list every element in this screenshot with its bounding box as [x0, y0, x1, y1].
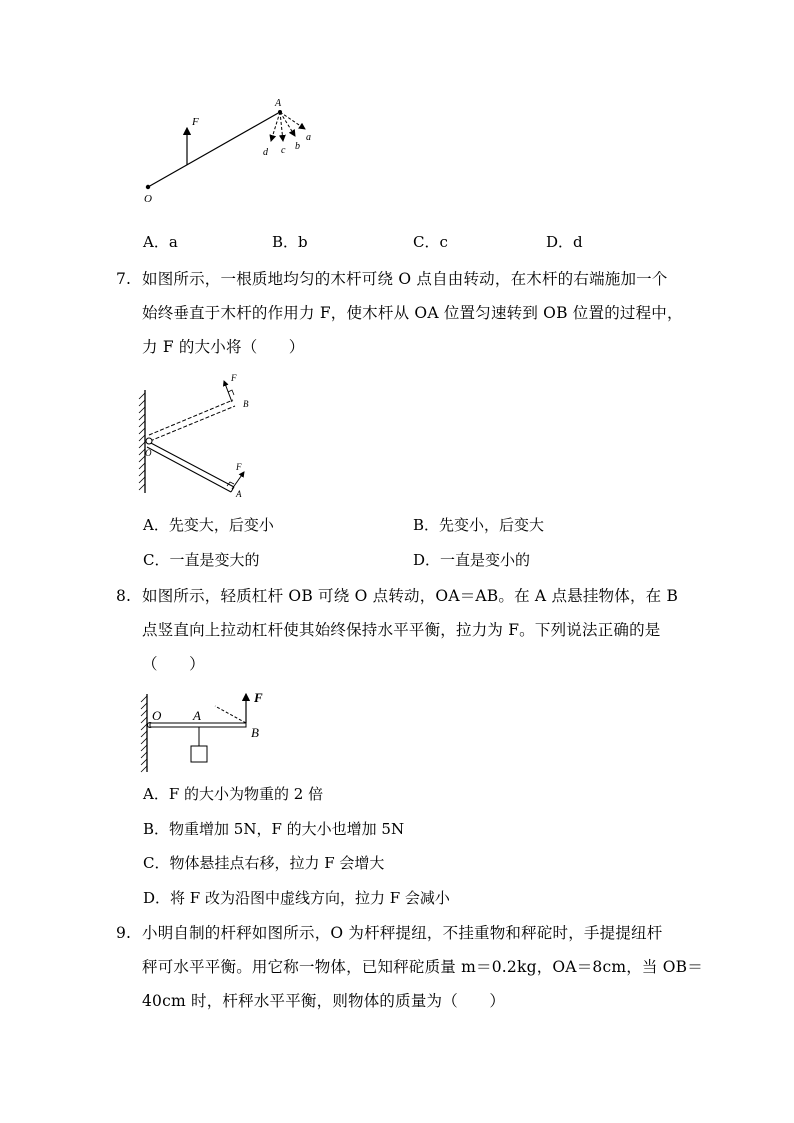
q7-option-d[interactable]: D．一直是变小的: [413, 551, 531, 569]
q8-hanging-weight: [191, 746, 207, 762]
q6-option-b[interactable]: B．b: [272, 233, 308, 251]
q6-label-f: F: [192, 116, 199, 128]
q6-pivot-o: [146, 185, 150, 189]
q6-lever-rod: [148, 112, 280, 187]
q6-arrow-a: [280, 112, 305, 129]
q8-label-b: B: [251, 725, 259, 740]
q9-line-1: 小明自制的杆秤如图所示，O 为杆秤提纽，不挂重物和秤砣时，手提提纽杆: [142, 924, 663, 942]
q7-force-f-bottom: [232, 472, 244, 489]
q7-figure: [130, 368, 260, 503]
q7-line-2: 始终垂直于木杆的作用力 F，使木杆从 OA 位置匀速转到 OB 位置的过程中，: [142, 304, 683, 322]
q8-line-3: （ ）: [142, 655, 205, 673]
q7-line-1: 如图所示，一根质地均匀的木杆可绕 O 点自由转动，在木杆的右端施加一个: [142, 270, 668, 288]
q6-label-d: d: [263, 147, 268, 158]
q7-rod-oa: [147, 442, 234, 492]
q8-number: 8.: [116, 587, 132, 605]
q6-figure: [135, 95, 335, 210]
q9-number: 9.: [116, 924, 132, 942]
q8-wall-hatch: [141, 696, 147, 772]
q7-label-o: O: [145, 448, 152, 458]
q8-option-b[interactable]: B．物重增加 5N，F 的大小也增加 5N: [143, 820, 405, 838]
q7-rod-ob-dashed: [149, 400, 235, 441]
q6-label-c: c: [281, 145, 286, 156]
q6-option-c[interactable]: C．c: [413, 233, 448, 251]
q6-option-a[interactable]: A．a: [143, 233, 178, 251]
q8-label-o: O: [152, 708, 162, 723]
q8-line-2: 点竖直向上拉动杠杆使其始终保持水平平衡，拉力为 F。下列说法正确的是: [142, 621, 661, 639]
q8-label-a: A: [193, 708, 201, 723]
q7-line-3: 力 F 的大小将（ ）: [142, 338, 305, 356]
q8-line-1: 如图所示，轻质杠杆 OB 可绕 O 点转动，OA＝AB。在 A 点悬挂物体，在 B: [142, 587, 679, 605]
q7-number: 7.: [116, 270, 132, 288]
q8-label-f: F: [254, 690, 263, 705]
q7-label-a: A: [236, 489, 242, 499]
q8-option-c[interactable]: C．物体悬挂点右移，拉力 F 会增大: [143, 854, 385, 872]
q9-line-2: 秤可水平平衡。用它称一物体，已知秤砣质量 m＝0.2kg，OA＝8cm，当 OB＝: [142, 958, 703, 976]
q8-figure: [135, 684, 275, 774]
q7-option-a[interactable]: A．先变大，后变小: [143, 516, 274, 534]
q8-option-a[interactable]: A．F 的大小为物重的 2 倍: [143, 785, 324, 803]
q7-wall-hatch: [139, 393, 145, 490]
q6-label-a-point: A: [275, 98, 282, 109]
q6-label-a: a: [306, 132, 311, 143]
q8-dashed-direction: [215, 706, 246, 723]
q7-pivot-o: [146, 438, 152, 444]
q7-label-b: B: [243, 399, 249, 409]
q7-label-f-top: F: [231, 373, 237, 383]
q8-option-d[interactable]: D．将 F 改为沿图中虚线方向，拉力 F 会减小: [143, 889, 450, 907]
q6-label-o: O: [144, 193, 152, 205]
q7-option-c[interactable]: C．一直是变大的: [143, 551, 260, 569]
q9-line-3: 40cm 时，杆秤水平平衡，则物体的质量为（ ）: [142, 992, 506, 1010]
q6-option-d[interactable]: D．d: [546, 233, 583, 251]
q7-force-f-top: [224, 381, 232, 402]
q8-lever-ob: [150, 723, 246, 727]
q7-label-f-bottom: F: [236, 462, 242, 472]
q7-option-b[interactable]: B．先变小，后变大: [413, 516, 545, 534]
q6-label-b: b: [295, 141, 300, 152]
